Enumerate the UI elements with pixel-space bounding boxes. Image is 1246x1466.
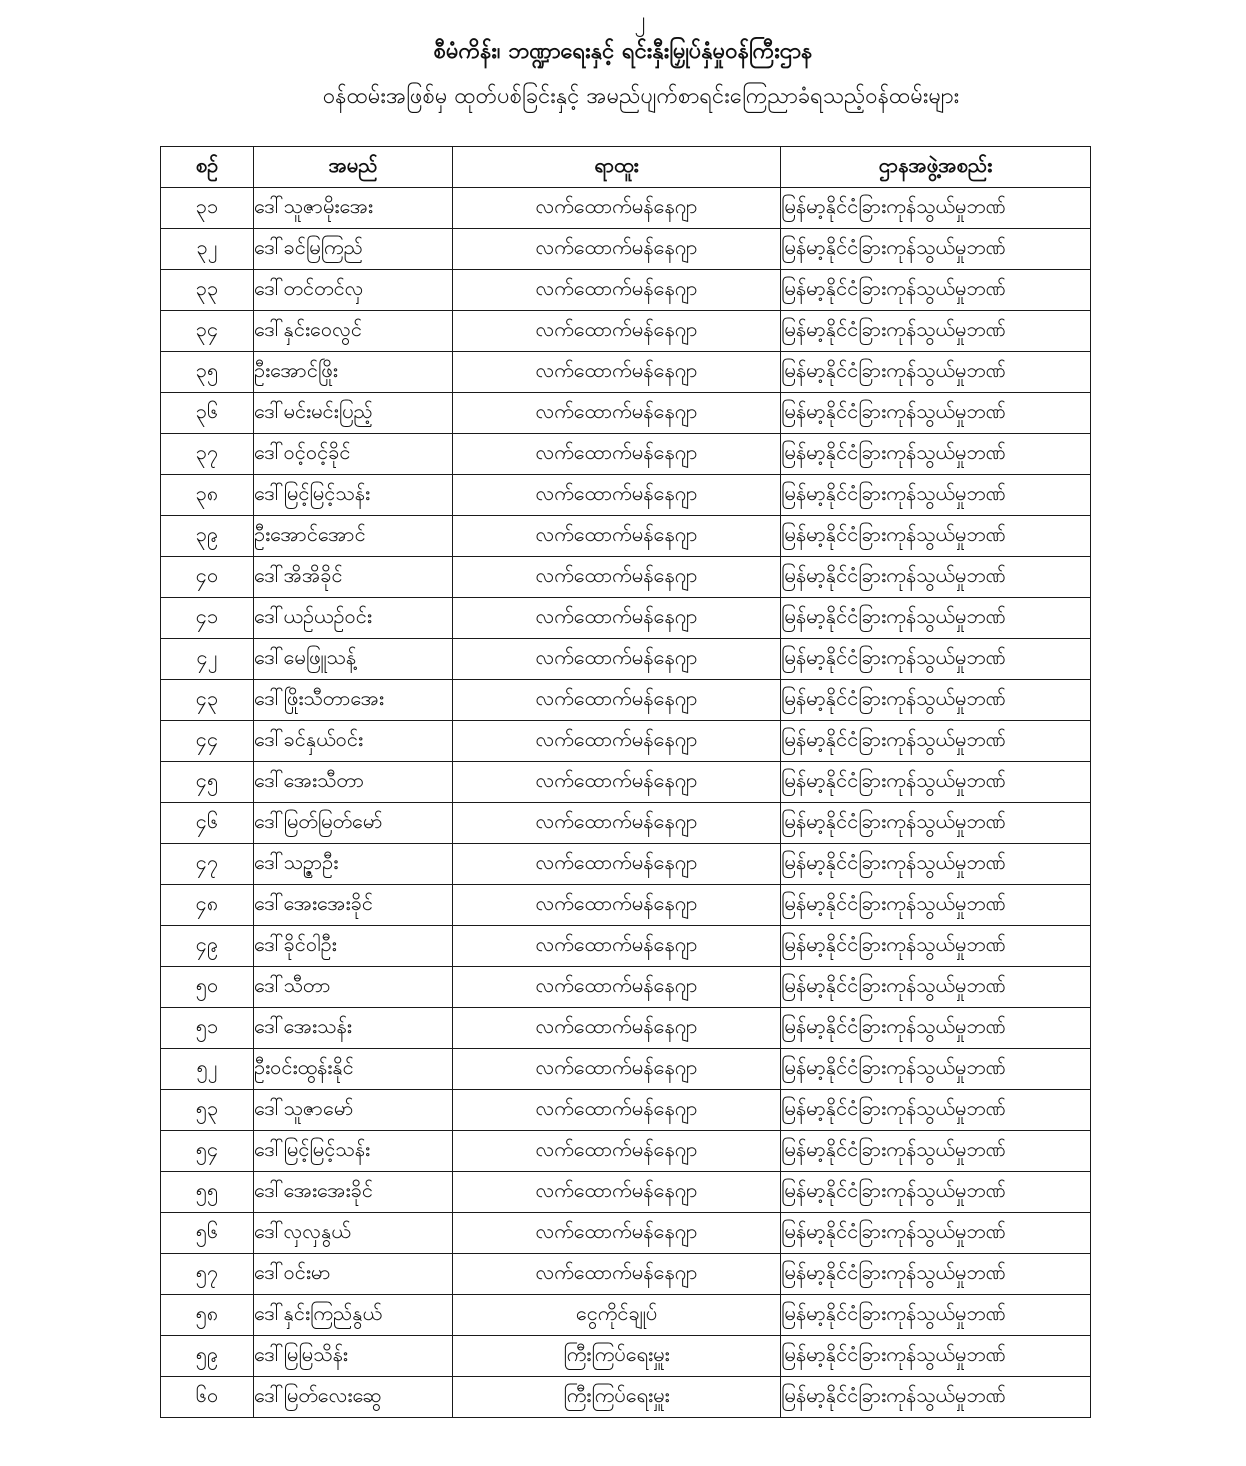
cell-no: ၅၆	[161, 1213, 254, 1254]
cell-name: ဒေါ်ယဉ်ယဉ်ဝင်း	[254, 598, 453, 639]
cell-name: ဒေါ်သဉ္ဇာဦး	[254, 844, 453, 885]
cell-name: ဒေါ်ဝင်းမာ	[254, 1254, 453, 1295]
cell-rank: လက်ထောက်မန်နေဂျာ	[453, 557, 781, 598]
cell-no: ၄၆	[161, 803, 254, 844]
document-subtitle: ဝန်ထမ်းအဖြစ်မှ ထုတ်ပစ်ခြင်းနှင့် အမည်ပျက်စာရင်းကြေညာခံရသည့်ဝန်ထမ်းများ	[322, 84, 960, 109]
cell-department: မြန်မာ့နိုင်ငံခြားကုန်သွယ်မှုဘဏ်	[781, 1336, 1091, 1377]
cell-name: ဒေါ်မြင့်မြင့်သန်း	[254, 475, 453, 516]
table-row	[161, 1131, 1091, 1172]
cell-name: ဒေါ်သူဇာမော်	[254, 1090, 453, 1131]
cell-department: မြန်မာ့နိုင်ငံခြားကုန်သွယ်မှုဘဏ်	[781, 1131, 1091, 1172]
cell-rank: လက်ထောက်မန်နေဂျာ	[453, 598, 781, 639]
cell-rank: လက်ထောက်မန်နေဂျာ	[453, 475, 781, 516]
table-row	[161, 639, 1091, 680]
table-row	[161, 885, 1091, 926]
header-no: စဉ်	[161, 147, 254, 188]
document-title: စီမံကိန်း၊ ဘဏ္ဍာရေးနှင့် ရင်းနှီးမြှုပ်နှံမှုဝန်ကြီးဌာန	[433, 39, 813, 64]
table-row	[161, 311, 1091, 352]
cell-no: ၃၄	[161, 311, 254, 352]
cell-rank: လက်ထောက်မန်နေဂျာ	[453, 434, 781, 475]
cell-department: မြန်မာ့နိုင်ငံခြားကုန်သွယ်မှုဘဏ်	[781, 926, 1091, 967]
table-row	[161, 1254, 1091, 1295]
cell-no: ၄၉	[161, 926, 254, 967]
cell-name: ဒေါ်သူဇာမိုးအေး	[254, 188, 453, 229]
cell-department: မြန်မာ့နိုင်ငံခြားကုန်သွယ်မှုဘဏ်	[781, 1172, 1091, 1213]
table-row	[161, 598, 1091, 639]
cell-no: ၃၆	[161, 393, 254, 434]
cell-name: ဒေါ်မြတ်လေးဆွေ	[254, 1377, 453, 1418]
cell-name: ဒေါ်အေးအေးခိုင်	[254, 885, 453, 926]
cell-name: ဦးဝင်းထွန်းနိုင်	[254, 1049, 453, 1090]
cell-department: မြန်မာ့နိုင်ငံခြားကုန်သွယ်မှုဘဏ်	[781, 844, 1091, 885]
cell-name: ဒေါ်နှင်းကြည်နွယ်	[254, 1295, 453, 1336]
table-row	[161, 1172, 1091, 1213]
table-row	[161, 516, 1091, 557]
table-row	[161, 1090, 1091, 1131]
cell-department: မြန်မာ့နိုင်ငံခြားကုန်သွယ်မှုဘဏ်	[781, 352, 1091, 393]
cell-department: မြန်မာ့နိုင်ငံခြားကုန်သွယ်မှုဘဏ်	[781, 639, 1091, 680]
cell-name: ဒေါ်အိအိခိုင်	[254, 557, 453, 598]
table-row	[161, 352, 1091, 393]
cell-name: ဒေါ်နှင်းဝေလွင်	[254, 311, 453, 352]
cell-rank: လက်ထောက်မန်နေဂျာ	[453, 1090, 781, 1131]
cell-rank: ကြီးကြပ်ရေးမှူး	[453, 1336, 781, 1377]
table-row	[161, 229, 1091, 270]
cell-no: ၄၃	[161, 680, 254, 721]
cell-rank: လက်ထောက်မန်နေဂျာ	[453, 1254, 781, 1295]
cell-department: မြန်မာ့နိုင်ငံခြားကုန်သွယ်မှုဘဏ်	[781, 475, 1091, 516]
cell-rank: လက်ထောက်မန်နေဂျာ	[453, 1131, 781, 1172]
cell-rank: လက်ထောက်မန်နေဂျာ	[453, 311, 781, 352]
table-row	[161, 1049, 1091, 1090]
cell-department: မြန်မာ့နိုင်ငံခြားကုန်သွယ်မှုဘဏ်	[781, 1090, 1091, 1131]
cell-department: မြန်မာ့နိုင်ငံခြားကုန်သွယ်မှုဘဏ်	[781, 1377, 1091, 1418]
table-row	[161, 762, 1091, 803]
cell-name: ဒေါ်မေဖြူသန့်	[254, 639, 453, 680]
cell-department: မြန်မာ့နိုင်ငံခြားကုန်သွယ်မှုဘဏ်	[781, 967, 1091, 1008]
cell-name: ဒေါ်ခင်မြကြည်	[254, 229, 453, 270]
cell-no: ၃၂	[161, 229, 254, 270]
table-row	[161, 1008, 1091, 1049]
cell-department: မြန်မာ့နိုင်ငံခြားကုန်သွယ်မှုဘဏ်	[781, 393, 1091, 434]
cell-department: မြန်မာ့နိုင်ငံခြားကုန်သွယ်မှုဘဏ်	[781, 434, 1091, 475]
cell-name: ဒေါ်တင်တင်လှ	[254, 270, 453, 311]
cell-rank: လက်ထောက်မန်နေဂျာ	[453, 188, 781, 229]
cell-no: ၄၀	[161, 557, 254, 598]
table-row	[161, 926, 1091, 967]
cell-rank: လက်ထောက်မန်နေဂျာ	[453, 1008, 781, 1049]
cell-name: ဒေါ်ဝင့်ဝင့်ခိုင်	[254, 434, 453, 475]
cell-no: ၅၁	[161, 1008, 254, 1049]
header-name: အမည်	[254, 147, 453, 188]
table-row	[161, 434, 1091, 475]
table-row	[161, 1213, 1091, 1254]
cell-rank: လက်ထောက်မန်နေဂျာ	[453, 680, 781, 721]
cell-no: ၅၃	[161, 1090, 254, 1131]
cell-no: ၄၇	[161, 844, 254, 885]
cell-department: မြန်မာ့နိုင်ငံခြားကုန်သွယ်မှုဘဏ်	[781, 270, 1091, 311]
cell-rank: လက်ထောက်မန်နေဂျာ	[453, 762, 781, 803]
cell-department: မြန်မာ့နိုင်ငံခြားကုန်သွယ်မှုဘဏ်	[781, 1295, 1091, 1336]
cell-rank: လက်ထောက်မန်နေဂျာ	[453, 1172, 781, 1213]
cell-no: ၅၅	[161, 1172, 254, 1213]
table-row	[161, 844, 1091, 885]
header-rank: ရာထူး	[453, 147, 781, 188]
cell-no: ၅၄	[161, 1131, 254, 1172]
staff-table	[160, 146, 1091, 1418]
cell-rank: လက်ထောက်မန်နေဂျာ	[453, 352, 781, 393]
cell-rank: လက်ထောက်မန်နေဂျာ	[453, 885, 781, 926]
cell-department: မြန်မာ့နိုင်ငံခြားကုန်သွယ်မှုဘဏ်	[781, 1213, 1091, 1254]
table-row	[161, 680, 1091, 721]
cell-department: မြန်မာ့နိုင်ငံခြားကုန်သွယ်မှုဘဏ်	[781, 188, 1091, 229]
table-row	[161, 721, 1091, 762]
cell-no: ၅၂	[161, 1049, 254, 1090]
cell-name: ဒေါ်ဖြိုးသီတာအေး	[254, 680, 453, 721]
cell-department: မြန်မာ့နိုင်ငံခြားကုန်သွယ်မှုဘဏ်	[781, 516, 1091, 557]
cell-rank: ကြီးကြပ်ရေးမှူး	[453, 1377, 781, 1418]
cell-name: ဒေါ်ခိုင်ဝါဦး	[254, 926, 453, 967]
cell-department: မြန်မာ့နိုင်ငံခြားကုန်သွယ်မှုဘဏ်	[781, 229, 1091, 270]
cell-department: မြန်မာ့နိုင်ငံခြားကုန်သွယ်မှုဘဏ်	[781, 803, 1091, 844]
cell-rank: လက်ထောက်မန်နေဂျာ	[453, 639, 781, 680]
table-header-row	[161, 147, 1091, 188]
cell-name: ဒေါ်ခင်နှယ်ဝင်း	[254, 721, 453, 762]
cell-department: မြန်မာ့နိုင်ငံခြားကုန်သွယ်မှုဘဏ်	[781, 1254, 1091, 1295]
cell-name: ဒေါ်မြမြသိန်း	[254, 1336, 453, 1377]
table-row	[161, 557, 1091, 598]
cell-no: ၃၉	[161, 516, 254, 557]
cell-name: ဒေါ်အေးသန်း	[254, 1008, 453, 1049]
cell-department: မြန်မာ့နိုင်ငံခြားကုန်သွယ်မှုဘဏ်	[781, 721, 1091, 762]
cell-name: ဦးအောင်ဖြိုး	[254, 352, 453, 393]
header-department: ဌာနအဖွဲ့အစည်း	[781, 147, 1091, 188]
cell-no: ၆၀	[161, 1377, 254, 1418]
table-row	[161, 1295, 1091, 1336]
cell-name: ဒေါ်အေးအေးခိုင်	[254, 1172, 453, 1213]
cell-rank: လက်ထောက်မန်နေဂျာ	[453, 844, 781, 885]
cell-department: မြန်မာ့နိုင်ငံခြားကုန်သွယ်မှုဘဏ်	[781, 311, 1091, 352]
cell-no: ၃၇	[161, 434, 254, 475]
cell-name: ဒေါ်အေးသီတာ	[254, 762, 453, 803]
table-row	[161, 270, 1091, 311]
cell-rank: လက်ထောက်မန်နေဂျာ	[453, 926, 781, 967]
cell-department: မြန်မာ့နိုင်ငံခြားကုန်သွယ်မှုဘဏ်	[781, 1008, 1091, 1049]
cell-no: ၃၅	[161, 352, 254, 393]
cell-name: ဦးအောင်အောင်	[254, 516, 453, 557]
cell-no: ၅၀	[161, 967, 254, 1008]
cell-rank: လက်ထောက်မန်နေဂျာ	[453, 1213, 781, 1254]
cell-department: မြန်မာ့နိုင်ငံခြားကုန်သွယ်မှုဘဏ်	[781, 762, 1091, 803]
table-row	[161, 393, 1091, 434]
cell-no: ၄၄	[161, 721, 254, 762]
cell-no: ၅၇	[161, 1254, 254, 1295]
cell-no: ၃၁	[161, 188, 254, 229]
cell-no: ၃၈	[161, 475, 254, 516]
table-row	[161, 1336, 1091, 1377]
cell-no: ၃၃	[161, 270, 254, 311]
cell-rank: လက်ထောက်မန်နေဂျာ	[453, 229, 781, 270]
cell-rank: လက်ထောက်မန်နေဂျာ	[453, 516, 781, 557]
cell-rank: လက်ထောက်မန်နေဂျာ	[453, 393, 781, 434]
cell-no: ၄၈	[161, 885, 254, 926]
cell-rank: လက်ထောက်မန်နေဂျာ	[453, 803, 781, 844]
cell-no: ၅၉	[161, 1336, 254, 1377]
cell-rank: လက်ထောက်မန်နေဂျာ	[453, 967, 781, 1008]
table-row	[161, 803, 1091, 844]
cell-rank: ငွေကိုင်ချုပ်	[453, 1295, 781, 1336]
cell-name: ဒေါ်မင်းမင်းပြည့်	[254, 393, 453, 434]
cell-department: မြန်မာ့နိုင်ငံခြားကုန်သွယ်မှုဘဏ်	[781, 885, 1091, 926]
cell-name: ဒေါ်သီတာ	[254, 967, 453, 1008]
table-row	[161, 1377, 1091, 1418]
cell-no: ၄၂	[161, 639, 254, 680]
cell-name: ဒေါ်မြတ်မြတ်မော်	[254, 803, 453, 844]
cell-department: မြန်မာ့နိုင်ငံခြားကုန်သွယ်မှုဘဏ်	[781, 680, 1091, 721]
table-row	[161, 475, 1091, 516]
cell-rank: လက်ထောက်မန်နေဂျာ	[453, 1049, 781, 1090]
cell-rank: လက်ထောက်မန်နေဂျာ	[453, 721, 781, 762]
cell-no: ၄၁	[161, 598, 254, 639]
page-number: ၂	[634, 8, 646, 33]
cell-no: ၄၅	[161, 762, 254, 803]
cell-department: မြန်မာ့နိုင်ငံခြားကုန်သွယ်မှုဘဏ်	[781, 1049, 1091, 1090]
cell-name: ဒေါ်လှလှနွယ်	[254, 1213, 453, 1254]
cell-no: ၅၈	[161, 1295, 254, 1336]
cell-department: မြန်မာ့နိုင်ငံခြားကုန်သွယ်မှုဘဏ်	[781, 598, 1091, 639]
cell-rank: လက်ထောက်မန်နေဂျာ	[453, 270, 781, 311]
cell-name: ဒေါ်မြင့်မြင့်သန်း	[254, 1131, 453, 1172]
table-row	[161, 967, 1091, 1008]
table-row	[161, 188, 1091, 229]
cell-department: မြန်မာ့နိုင်ငံခြားကုန်သွယ်မှုဘဏ်	[781, 557, 1091, 598]
